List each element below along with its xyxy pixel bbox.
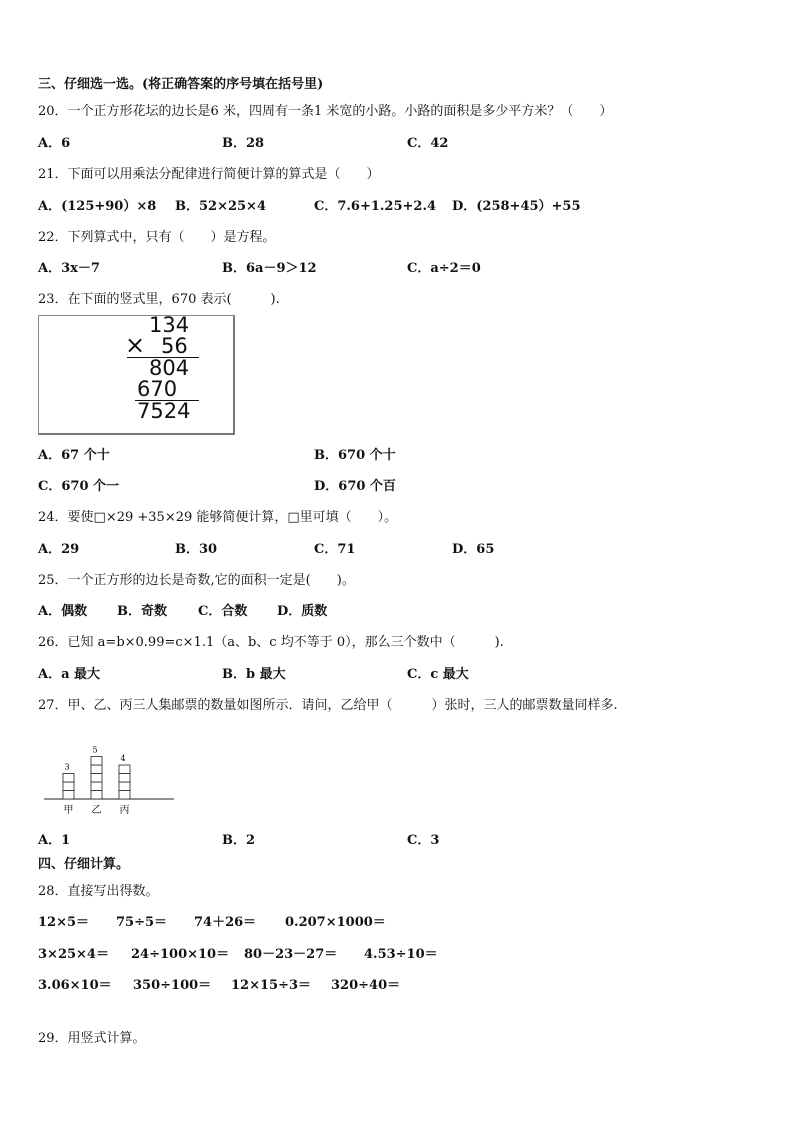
vertical-top-number: 134 bbox=[149, 313, 190, 337]
vertical-partial-product-1: 804 bbox=[149, 356, 190, 380]
q22-option-c[interactable]: C．a÷2＝0 bbox=[407, 261, 481, 276]
calc-2-4[interactable]: 4.53÷10＝ bbox=[364, 947, 438, 962]
stamp-square bbox=[91, 757, 102, 766]
question-24: 24．要使□×29 +35×29 能够简便计算，□里可填（ ）。 bbox=[38, 510, 398, 525]
question-23: 23．在下面的竖式里，670 表示( ). bbox=[38, 292, 280, 307]
q27-option-a[interactable]: A．1 bbox=[38, 833, 71, 848]
question-20: 20．一个正方形花坛的边长是6 米，四周有一条1 米宽的小路。小路的面积是多少平方米？（ ） bbox=[38, 104, 613, 119]
q23-option-d[interactable]: D．670 个百 bbox=[314, 479, 396, 494]
stamp-square bbox=[91, 791, 102, 800]
stamp-square bbox=[119, 782, 130, 791]
q21-option-a[interactable]: A．(125+90）×8 bbox=[38, 199, 157, 214]
question-25: 25．一个正方形的边长是奇数,它的面积一定是( )。 bbox=[38, 573, 355, 588]
stamp-square bbox=[91, 765, 102, 774]
calc-1-3[interactable]: 74＋26＝ bbox=[194, 915, 257, 930]
q23-option-c[interactable]: C．670 个一 bbox=[38, 479, 120, 494]
q25-option-d[interactable]: D．质数 bbox=[277, 604, 328, 619]
stamp-square bbox=[63, 791, 74, 800]
stamp-chart bbox=[40, 722, 180, 822]
q25-option-a[interactable]: A．偶数 bbox=[38, 604, 88, 619]
question-28: 28．直接写出得数。 bbox=[38, 884, 159, 899]
multiply-sign: × bbox=[125, 331, 146, 359]
q26-option-c[interactable]: C．c 最大 bbox=[407, 667, 469, 682]
stamp-square bbox=[63, 774, 74, 783]
calc-2-3[interactable]: 80－23－27＝ bbox=[244, 947, 338, 962]
stamp-square bbox=[119, 765, 130, 774]
q27-option-c[interactable]: C．3 bbox=[407, 833, 440, 848]
q25-option-b[interactable]: B．奇数 bbox=[117, 604, 167, 619]
q26-option-a[interactable]: A．a 最大 bbox=[38, 667, 101, 682]
question-27: 27．甲、乙、丙三人集邮票的数量如图所示．请问，乙给甲（ ）张时，三人的邮票数量同样多. bbox=[38, 698, 618, 713]
q23-option-b[interactable]: B．670 个十 bbox=[314, 448, 396, 463]
vertical-result: 7524 bbox=[137, 399, 191, 423]
q27-option-b[interactable]: B．2 bbox=[222, 833, 256, 848]
calc-2-1[interactable]: 3×25×4＝ bbox=[38, 947, 109, 962]
category-label: 乙 bbox=[91, 805, 102, 816]
q24-option-c[interactable]: C．71 bbox=[314, 542, 356, 557]
question-29: 29．用竖式计算。 bbox=[38, 1031, 146, 1046]
q22-option-b[interactable]: B．6a－9＞12 bbox=[222, 261, 317, 276]
calc-2-2[interactable]: 24÷100×10＝ bbox=[131, 947, 230, 962]
calc-3-1[interactable]: 3.06×10＝ bbox=[38, 978, 112, 993]
vertical-multiplier: 56 bbox=[161, 334, 188, 358]
bar-乙 bbox=[91, 757, 102, 800]
q25-option-c[interactable]: C．合数 bbox=[198, 604, 248, 619]
q21-option-d[interactable]: D．(258+45）+55 bbox=[452, 199, 581, 214]
question-26: 26．已知 a=b×0.99=c×1.1（a、b、c 均不等于 0），那么三个数中（ ). bbox=[38, 635, 504, 650]
calc-1-4[interactable]: 0.207×1000＝ bbox=[285, 915, 386, 930]
q22-option-a[interactable]: A．3x－7 bbox=[38, 261, 100, 276]
category-label: 丙 bbox=[119, 805, 130, 816]
q24-option-a[interactable]: A．29 bbox=[38, 542, 80, 557]
calc-1-1[interactable]: 12×5＝ bbox=[38, 915, 90, 930]
q21-option-c[interactable]: C．7.6+1.25+2.4 bbox=[314, 199, 437, 214]
stamp-square bbox=[91, 774, 102, 783]
q24-option-d[interactable]: D．65 bbox=[452, 542, 495, 557]
question-21: 21．下面可以用乘法分配律进行简便计算的算式是（ ） bbox=[38, 167, 380, 182]
calc-3-3[interactable]: 12×15÷3＝ bbox=[231, 978, 312, 993]
q20-option-b[interactable]: B．28 bbox=[222, 136, 265, 151]
q26-option-b[interactable]: B．b 最大 bbox=[222, 667, 286, 682]
calc-3-2[interactable]: 350÷100＝ bbox=[133, 978, 212, 993]
q24-option-b[interactable]: B．30 bbox=[175, 542, 218, 557]
q21-option-b[interactable]: B．52×25×4 bbox=[175, 199, 267, 214]
section-four-title: 四、仔细计算。 bbox=[38, 857, 130, 872]
q20-option-c[interactable]: C．42 bbox=[407, 136, 449, 151]
question-22: 22．下列算式中，只有（ ）是方程。 bbox=[38, 230, 276, 245]
stamp-square bbox=[119, 791, 130, 800]
stamp-square bbox=[63, 782, 74, 791]
bar-丙 bbox=[119, 765, 130, 799]
stamp-square bbox=[91, 782, 102, 791]
bar-甲 bbox=[63, 774, 74, 800]
section-three-title: 三、仔细选一选。(将正确答案的序号填在括号里) bbox=[38, 77, 324, 92]
vertical-partial-product-2: 670 bbox=[137, 377, 178, 401]
calc-1-2[interactable]: 75÷5＝ bbox=[116, 915, 168, 930]
category-label: 甲 bbox=[63, 805, 74, 816]
calc-3-4[interactable]: 320÷40＝ bbox=[331, 978, 401, 993]
bar-value-label: 5 bbox=[92, 745, 98, 755]
bar-value-label: 4 bbox=[120, 754, 126, 763]
vertical-multiplication-figure bbox=[38, 315, 235, 435]
bar-value-label: 3 bbox=[64, 762, 70, 772]
stamp-square bbox=[119, 774, 130, 783]
q20-option-a[interactable]: A．6 bbox=[38, 136, 71, 151]
q23-option-a[interactable]: A．67 个十 bbox=[38, 448, 110, 463]
